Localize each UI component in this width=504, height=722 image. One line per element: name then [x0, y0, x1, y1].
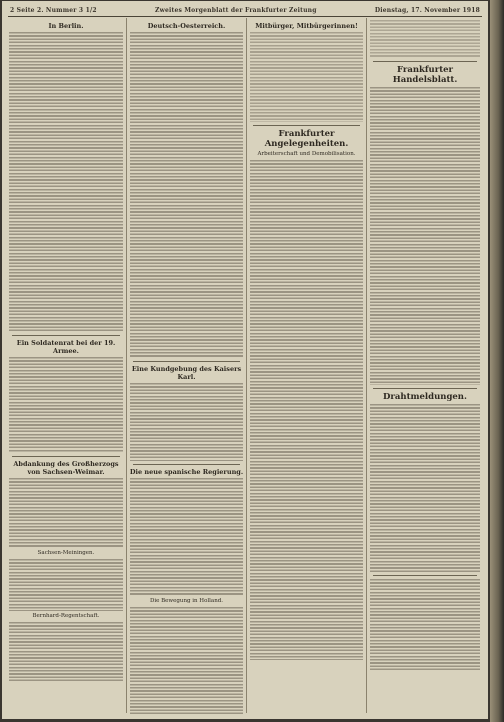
article-text	[250, 160, 363, 660]
article-text	[130, 478, 243, 596]
article-text	[9, 357, 123, 453]
column-2	[129, 20, 244, 713]
article-subheading: Sachsen-Meiningen.	[37, 550, 95, 556]
section-heading: Drahtmeldungen.	[383, 392, 467, 402]
column-rule	[246, 18, 247, 713]
column-rule	[366, 18, 367, 713]
article-heading: Abdankung des Großherzogs von Sachsen-Weimar.	[13, 460, 119, 476]
divider	[133, 361, 240, 362]
masthead-title: Zweites Morgenblatt der Frankfurter Zeitung	[155, 6, 317, 14]
column-rule	[126, 18, 127, 713]
masthead	[10, 5, 480, 15]
masthead-rule	[8, 16, 482, 17]
article-text	[370, 579, 480, 671]
article-text	[130, 383, 243, 461]
article-text	[250, 32, 363, 122]
divider	[133, 464, 240, 465]
article-text	[9, 559, 123, 611]
section-heading: Frankfurter Angelegenheiten.	[264, 129, 349, 149]
article-heading: Ein Soldatenrat bei der 19. Armee.	[16, 339, 116, 355]
divider	[12, 335, 120, 336]
article-subheading: Arbeiterschaft und Demobilisation.	[257, 151, 356, 157]
article-text	[9, 622, 123, 682]
divider	[253, 125, 360, 126]
article-heading: Deutsch-Oesterreich.	[147, 22, 226, 30]
article-heading: Mitbürger, Mitbürgerinnen!	[255, 22, 358, 30]
masthead-date: Dienstag, 17. November 1918	[374, 6, 480, 14]
article-heading: Die neue spanische Regierung.	[129, 468, 244, 476]
article-subheading: Die Bewegung in Holland.	[149, 598, 224, 604]
article-text	[370, 404, 480, 572]
masthead-page-number: 2 Seite 2. Nummer 3 1/2	[10, 6, 97, 14]
article-subheading: Bernhard-Regentschaft.	[32, 613, 100, 619]
book-binding	[490, 0, 504, 722]
article-heading: In Berlin.	[48, 22, 84, 30]
article-text	[370, 20, 480, 58]
article-text	[130, 607, 243, 715]
article-text	[130, 32, 243, 358]
article-text	[9, 478, 123, 548]
article-text	[370, 87, 480, 385]
column-4	[369, 20, 481, 713]
divider	[373, 575, 477, 576]
section-heading: Frankfurter Handelsblatt.	[392, 65, 458, 85]
newspaper-page	[2, 1, 488, 719]
column-3	[249, 20, 364, 713]
divider	[373, 61, 477, 62]
divider	[373, 388, 477, 389]
divider	[12, 456, 120, 457]
article-heading: Eine Kundgebung des Kaisers Karl.	[131, 365, 242, 381]
column-1	[8, 20, 124, 713]
article-text	[9, 32, 123, 332]
